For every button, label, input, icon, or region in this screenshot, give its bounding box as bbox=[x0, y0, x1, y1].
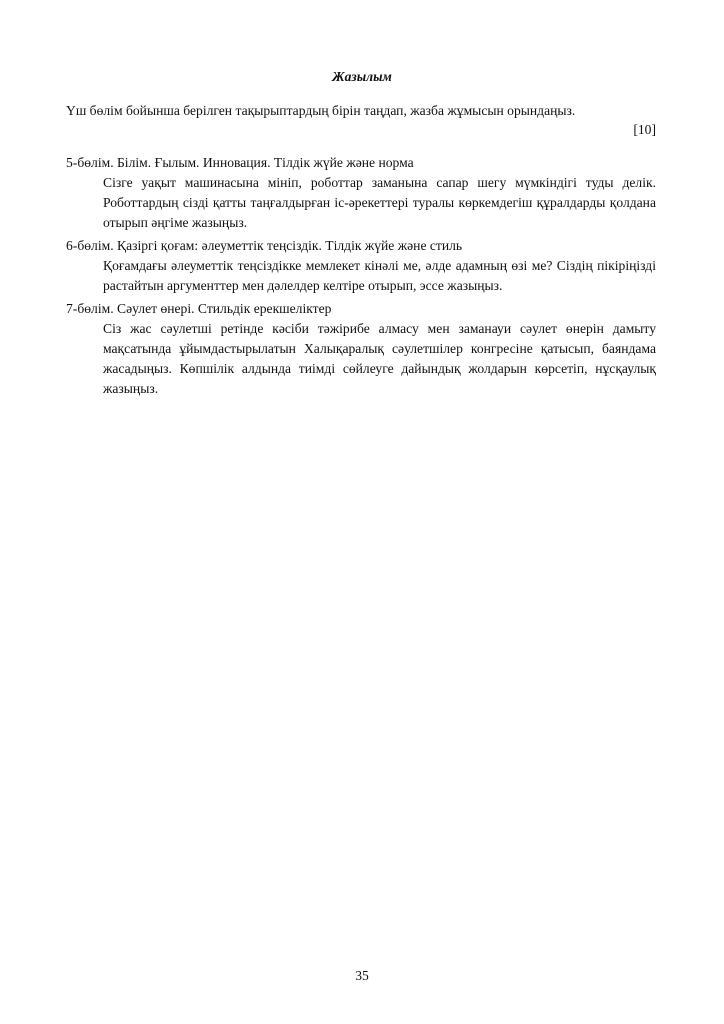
score-marker: [10] bbox=[633, 122, 656, 137]
task-instruction: Үш бөлім бойынша берілген тақырыптардың бірін таңдап, жазба жұмысын орындаңыз. bbox=[66, 103, 576, 118]
section-heading: 7-бөлім. Сәулет өнері. Стильдік ерекшеліктер bbox=[66, 301, 332, 316]
section-body: Сіз жас сәулетші ретінде кәсіби тәжірибе алмасу мен заманауи сәулет өнерін дамыту мақсатында ұйымдастырылатын Халықаралық сәулетшілер конгресіне қатысып, баяндама жасадыңыз. Көпшілік алдында тиімді сөйлеуге дайындық жолдарын көрсетіп, нұсқаулық жазыңыз. bbox=[103, 321, 656, 396]
section-body: Қоғамдағы әлеуметтік теңсіздікке мемлекет кінәлі ме, әлде адамның өзі ме? Сіздің пікіріңізді растайтын аргументтер мен дәлелдер келтіре отырып, эссе жазыңыз. bbox=[103, 258, 656, 293]
section-heading: 5-бөлім. Білім. Ғылым. Инновация. Тілдік жүйе және норма bbox=[66, 155, 414, 170]
section-7 bbox=[66, 299, 656, 399]
page-number: 35 bbox=[355, 968, 369, 983]
section-body: Сізге уақыт машинасына мініп, роботтар заманына сапар шегу мүмкіндігі туды делік. Роботтардың сізді қатты таңғалдырған іс-әрекеттері туралы көркемдегіш құралдарды қолдана отырып әңгіме жазыңыз. bbox=[103, 175, 656, 230]
section-6 bbox=[66, 236, 656, 296]
page-title: Жазылым bbox=[332, 69, 392, 84]
section-heading: 6-бөлім. Қазіргі қоғам: әлеуметтік теңсіздік. Тілдік жүйе және стиль bbox=[66, 238, 463, 253]
section-5 bbox=[66, 153, 656, 233]
